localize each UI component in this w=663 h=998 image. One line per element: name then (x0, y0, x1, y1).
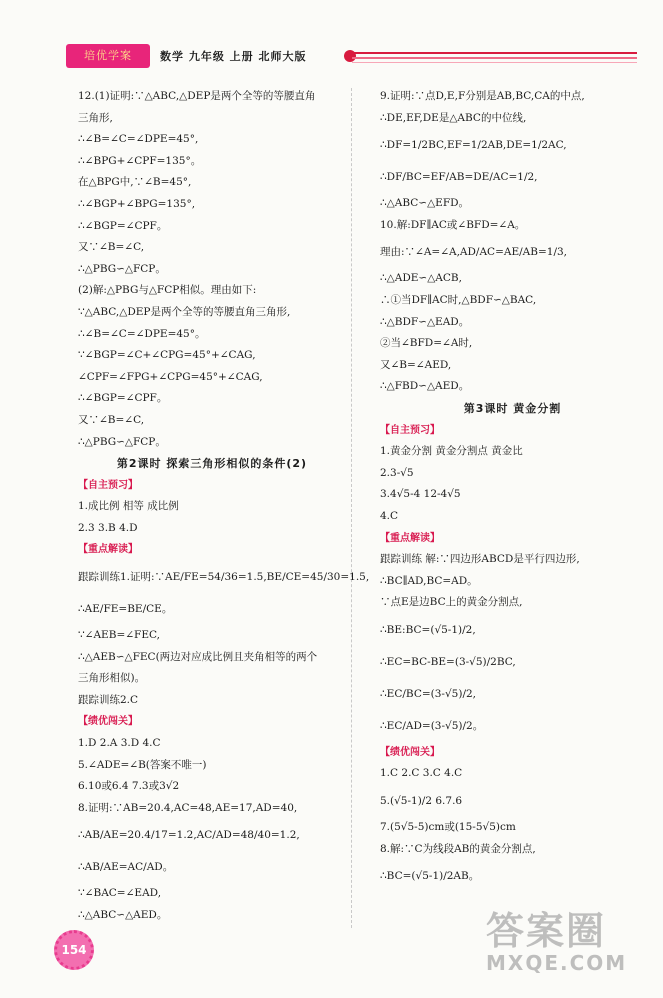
page-number: 154 (61, 943, 87, 957)
section-tag: 【绩优闯关】 (380, 746, 440, 758)
answer-line: 三角形, (78, 111, 113, 124)
answer-line: ∴∠B=∠C=∠DPE=45°, (78, 133, 199, 146)
answer-line: 又∵∠B=∠C, (78, 241, 145, 254)
answer-line: ∴BC∥AD,BC=AD。 (380, 574, 478, 587)
header-rule (352, 52, 637, 66)
answer-line: ∴△FBD∽△AED。 (380, 380, 470, 393)
answer-line: 跟踪训练1.证明:∵AE/FE=54/36=1.5,BE/CE=45/30=1.5, (78, 571, 370, 584)
answer-line: ∵∠BGP=∠C+∠CPG=45°+∠CAG, (78, 349, 256, 362)
answer-line: 跟踪训练2.C (78, 693, 139, 706)
answer-line: 5.∠ADE=∠B(答案不唯一) (78, 758, 207, 771)
answer-line: ∴EC/AD=(3-√5)/2。 (380, 719, 484, 732)
left-column (78, 86, 370, 927)
answer-line: ∴BE:BC=(√5-1)/2, (380, 623, 476, 636)
answer-line: 5.(√5-1)/2 6.7.6 (380, 795, 463, 808)
answer-line: ∴△ADE∽△ACB, (380, 272, 462, 285)
answer-line: ∴AE/FE=BE/CE。 (78, 603, 173, 616)
answer-line: ∴DE,EF,DE是△ABC的中位线, (380, 111, 527, 124)
answer-line: 9.证明:∵点D,E,F分别是AB,BC,CA的中点, (380, 90, 585, 102)
answer-line: 2.3 3.B 4.D (78, 521, 138, 534)
answer-line: 1.D 2.A 3.D 4.C (78, 737, 161, 750)
answer-line: 三角形相似)。 (78, 672, 146, 685)
section-tag: 【重点解读】 (78, 544, 138, 556)
section-tag: 【绩优闯关】 (78, 716, 138, 728)
answer-line: ∴AB/AE=20.4/17=1.2,AC/AD=48/40=1.2, (78, 829, 300, 842)
answer-line: 3.4√5-4 12-4√5 (380, 488, 461, 501)
answer-line: ∴DF=1/2BC,EF=1/2AB,DE=1/2AC, (380, 139, 567, 152)
answer-line: ②当∠BFD=∠A时, (380, 337, 473, 350)
answer-line: ∵∠BAC=∠EAD, (78, 887, 162, 900)
answer-line: 12.(1)证明:∵△ABC,△DEP是两个全等的等腰直角 (78, 90, 316, 102)
answer-line: ∴△BDF∽△EAD。 (380, 315, 470, 328)
answer-line: ∠CPF=∠FPG+∠CPG=45°+∠CAG, (78, 370, 263, 383)
page-header (0, 38, 663, 78)
answer-line: ∴∠BGP=∠CPF。 (78, 392, 168, 405)
section-title: 第3课时 黄金分割 (463, 401, 562, 415)
answer-line: 又∵∠B=∠C, (78, 413, 145, 426)
section-tag: 【自主预习】 (78, 479, 138, 491)
answer-line: 在△BPG中,∵∠B=45°, (78, 176, 192, 189)
answer-line: 2.3-√5 (380, 466, 414, 479)
watermark (486, 900, 656, 990)
book-title: 数学 九年级 上册 北师大版 (160, 50, 307, 63)
answer-line: ∴EC=BC-BE=(3-√5)/2BC, (380, 655, 516, 668)
watermark-url: MXQE.COM (486, 951, 628, 975)
answer-line: ∴△ABC∽△AED。 (78, 909, 168, 921)
watermark-logo: 答案圈 (486, 909, 607, 953)
answer-line: ∴△AEB∽△FEC(两边对应成比例且夹角相等的两个 (78, 650, 318, 663)
section-tag: 【重点解读】 (380, 532, 440, 544)
page-number-badge (54, 930, 94, 970)
answer-line: ∴DF/BC=EF/AB=DE/AC=1/2, (380, 171, 538, 184)
answer-line: 8.证明:∵AB=20.4,AC=48,AE=17,AD=40, (78, 801, 298, 814)
answer-line: 又∠B=∠AED, (380, 358, 452, 371)
answer-line: 1.C 2.C 3.C 4.C (380, 767, 463, 780)
answer-line: ∴①当DF∥AC时,△BDF∽△BAC, (380, 293, 537, 306)
answer-line: ∴∠BPG+∠CPF=135°。 (78, 154, 202, 167)
answer-line: ∵∠AEB=∠FEC, (78, 629, 160, 642)
answer-line: ∴∠BGP+∠BPG=135°, (78, 197, 196, 210)
series-badge: 培优学案 (66, 44, 150, 68)
answer-line: ∴∠BGP=∠CPF。 (78, 219, 168, 232)
answer-line: ∴△ABC∽△EFD。 (380, 197, 470, 210)
column-divider (351, 88, 352, 928)
answer-line: ∴△PBG∽△FCP。 (78, 435, 166, 448)
answer-line: 10.解:DF∥AC或∠BFD=∠A。 (380, 218, 526, 231)
answer-line: ∴EC/BC=(3-√5)/2, (380, 687, 477, 700)
answer-line: 1.成比例 相等 成比例 (78, 500, 179, 513)
answer-line: 跟踪训练 解:∵四边形ABCD是平行四边形, (380, 553, 580, 566)
answer-line: ∴AB/AE=AC/AD。 (78, 861, 174, 874)
answer-line: 6.10或6.4 7.3或3√2 (78, 780, 180, 793)
answer-line: 7.(5√5-5)cm或(15-5√5)cm (380, 821, 516, 834)
section-tag: 【自主预习】 (380, 424, 440, 436)
answer-line: 理由:∵∠A=∠A,AD/AC=AE/AB=1/3, (380, 246, 568, 259)
answer-line: 8.解:∵C为线段AB的黄金分割点, (380, 842, 536, 855)
right-column (380, 86, 645, 892)
answer-line: ∴BC=(√5-1)/2AB。 (380, 870, 480, 883)
answer-line: ∵点E是边BC上的黄金分割点, (380, 596, 523, 609)
answer-line: ∴∠B=∠C=∠DPE=45°。 (78, 327, 206, 340)
answer-line: 4.C (380, 509, 399, 522)
answer-line: 1.黄金分割 黄金分割点 黄金比 (380, 445, 523, 458)
answer-line: (2)解:△PBG与△FCP相似。理由如下: (78, 284, 257, 297)
answer-line: ∴△PBG∽△FCP。 (78, 262, 166, 275)
answer-line: ∵△ABC,△DEP是两个全等的等腰直角三角形, (78, 305, 291, 318)
section-title: 第2课时 探索三角形相似的条件(2) (116, 457, 308, 471)
